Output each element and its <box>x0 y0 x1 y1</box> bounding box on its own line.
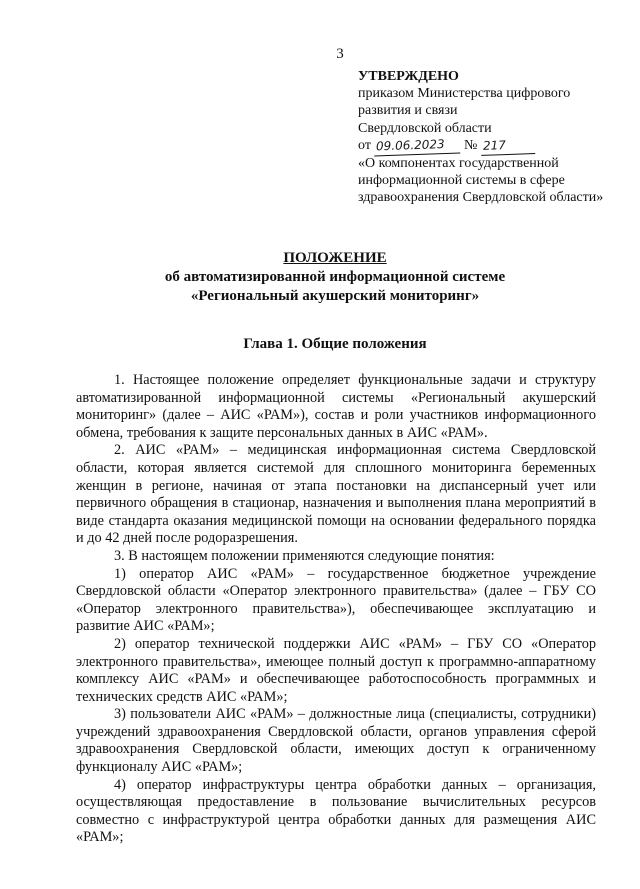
paragraph: 4) оператор инфраструктуры центра обработки данных – организация, осуществляющая предоставление в пользование вычислительных ресурсов совместно с инфраструктурой центра обработки данных для размещения АИС «РАМ»; <box>76 776 596 846</box>
approval-heading: УТВЕРЖДЕНО <box>358 69 459 84</box>
title-line-2: об автоматизированной информационной системе <box>164 269 506 285</box>
approval-line-1: приказом Министерства цифрового <box>358 86 571 102</box>
approval-number-sign: № <box>463 137 478 153</box>
approval-subject: «О компонентах государственной информационной системы в сфере здравоохранения Свердловской области» <box>358 156 604 206</box>
paragraph: 3. В настоящем положении применяются следующие понятия: <box>114 547 495 564</box>
paragraph: 1) оператор АИС «РАМ» – государственное бюджетное учреждение Свердловской области «Оператор электронного правительства» (далее – ГБУ СО «Оператор электронного правительства»), обеспечивающее эксплуатацию и развитие АИС «РАМ»; <box>76 565 596 635</box>
page-number: 3 <box>336 46 344 62</box>
approval-line-2: развития и связи <box>358 103 458 119</box>
paragraph: 2) оператор технической поддержки АИС «РАМ» – ГБУ СО «Оператор электронного правительства», имеющее полный доступ к программно-аппаратному комплексу АИС «РАМ» и обеспечивающее работоспособность программных и технических средств АИС «РАМ»; <box>76 635 596 705</box>
document-title <box>60 249 610 306</box>
title-main: ПОЛОЖЕНИЕ <box>283 250 387 266</box>
title-line-3: «Региональный акушерский мониторинг» <box>190 288 480 304</box>
approval-date-line <box>358 137 608 155</box>
paragraph: 2. АИС «РАМ» – медицинская информационная система Свердловской области, которая является системой для сплошного мониторинга беременных женщин в регионе, начиная от этапа постановки на диспансерный учет или первичного обращения в стационар, назначения и выполнения плана мероприятий в виде стандарта оказания медицинской помощи на основании федерального порядка и до 42 дней после родоразрешения. <box>76 442 596 547</box>
paragraph: 3) пользователи АИС «РАМ» – должностные лица (специалисты, сотрудники) учреждений здравоохранения Свердловской области, органов управления сферой здравоохранения Свердловской области, имеющих доступ к ограниченному функционалу АИС «РАМ»; <box>76 706 596 776</box>
approval-stamp <box>358 68 608 207</box>
paragraph: 1. Настоящее положение определяет функциональные задачи и структуру автоматизированной информационной системы «Региональный акушерский мониторинг» (далее – АИС «РАМ»), состав и роли участников информационного обмена, требования к защите персональных данных в АИС «РАМ». <box>76 372 596 441</box>
handwritten-date: 09.06.2023 <box>374 135 461 156</box>
handwritten-number: 217 <box>480 136 535 156</box>
approval-line-3: Свердловской области <box>358 120 492 136</box>
chapter-heading: Глава 1. Общие положения <box>243 336 427 352</box>
approval-from-prefix: от <box>358 137 371 153</box>
body-text <box>76 372 596 847</box>
